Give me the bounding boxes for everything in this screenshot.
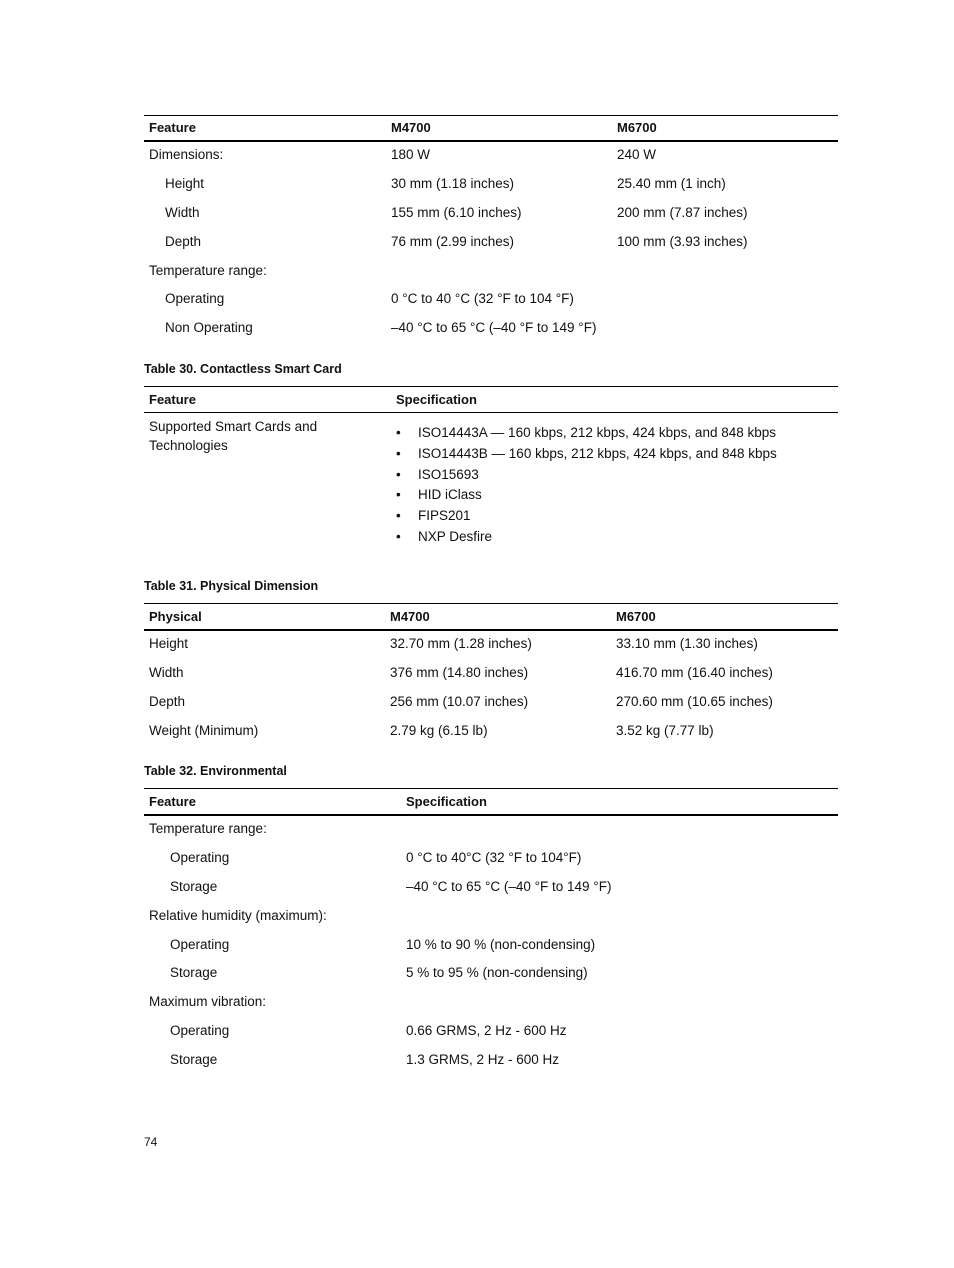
bullet-icon: •: [396, 528, 401, 544]
table-row: [144, 694, 838, 723]
row-m6700: 25.40 mm (1 inch): [617, 176, 726, 191]
table-row: [144, 723, 838, 752]
row-feature: Storage: [170, 879, 218, 894]
page-number: 74: [144, 1135, 158, 1149]
bullet-text: ISO14443A — 160 kbps, 212 kbps, 424 kbps, and 848 kbps: [418, 425, 777, 440]
header-physical: Physical: [149, 609, 202, 624]
row-m6700: 240 W: [617, 147, 657, 162]
row-m6700: 416.70 mm (16.40 inches): [616, 665, 773, 680]
row-m6700: 33.10 mm (1.30 inches): [616, 636, 758, 651]
row-feature: Dimensions:: [149, 147, 224, 162]
table-caption: Table 31. Physical Dimension: [144, 579, 319, 593]
bullet-text: ISO15693: [418, 466, 479, 482]
row-m4700: 30 mm (1.18 inches): [391, 176, 515, 191]
row-specification: 0.66 GRMS, 2 Hz - 600 Hz: [406, 1023, 567, 1038]
bullet-icon: •: [396, 425, 401, 440]
feature-label-line1: Supported Smart Cards and: [149, 419, 318, 434]
header-feature: Feature: [149, 794, 196, 809]
row-feature: Storage: [170, 965, 218, 980]
table-row: [144, 1052, 838, 1081]
table-caption: Table 32. Environmental: [144, 764, 287, 778]
row-feature: Storage: [170, 1052, 218, 1067]
table-header-rule: [144, 629, 838, 631]
table-row: [144, 937, 838, 966]
row-feature: Operating: [170, 937, 230, 952]
table-row: [144, 665, 838, 694]
row-physical: Height: [149, 636, 189, 651]
row-feature: Maximum vibration:: [149, 994, 267, 1009]
bullet-icon: •: [396, 466, 401, 482]
header-m4700: M4700: [391, 120, 431, 135]
row-physical: Weight (Minimum): [149, 723, 259, 738]
row-m4700: 0 °C to 40 °C (32 °F to 104 °F): [391, 291, 574, 306]
row-m4700: 76 mm (2.99 inches): [391, 234, 515, 249]
row-specification: –40 °C to 65 °C (–40 °F to 149 °F): [406, 879, 612, 894]
table-row: [144, 636, 838, 665]
bullet-icon: •: [396, 445, 401, 461]
row-m4700: 155 mm (6.10 inches): [391, 205, 522, 220]
header-specification: Specification: [396, 392, 477, 407]
table-row: [144, 291, 838, 320]
row-feature: Operating: [170, 850, 230, 865]
header-m4700: M4700: [390, 609, 430, 624]
row-feature: Temperature range:: [149, 821, 267, 836]
bullet-text: NXP Desfire: [418, 528, 493, 544]
table-row: [144, 821, 838, 850]
table-row: [144, 320, 838, 349]
table-row: [144, 147, 838, 176]
row-m4700: 2.79 kg (6.15 lb): [390, 723, 488, 738]
header-feature: Feature: [149, 392, 196, 407]
table-row: [144, 205, 838, 234]
row-m4700: 256 mm (10.07 inches): [390, 694, 529, 709]
bullet-icon: •: [396, 508, 401, 524]
row-feature: Non Operating: [165, 320, 253, 335]
bullet-text: HID iClass: [418, 487, 482, 503]
row-m4700: 180 W: [391, 147, 431, 162]
header-m6700: M6700: [616, 609, 656, 624]
header-m6700: M6700: [617, 120, 657, 135]
row-feature: Width: [165, 205, 200, 220]
table-row: [144, 234, 838, 263]
table-header-rule: [144, 814, 838, 816]
row-specification: 1.3 GRMS, 2 Hz - 600 Hz: [406, 1052, 560, 1067]
feature-label-line2: Technologies: [149, 438, 228, 453]
table-row: [144, 263, 838, 292]
table-header-rule: [144, 140, 838, 142]
row-m6700: 270.60 mm (10.65 inches): [616, 694, 773, 709]
row-specification: 5 % to 95 % (non-condensing): [406, 965, 588, 980]
table-caption: Table 30. Contactless Smart Card: [144, 362, 342, 376]
row-feature: Relative humidity (maximum):: [149, 908, 327, 923]
row-feature: Operating: [170, 1023, 230, 1038]
row-specification: 0 °C to 40°C (32 °F to 104°F): [406, 850, 582, 865]
table-row: [144, 850, 838, 879]
row-specification: 10 % to 90 % (non-condensing): [406, 937, 596, 952]
row-m6700: 100 mm (3.93 inches): [617, 234, 748, 249]
bullet-text: ISO14443B — 160 kbps, 212 kbps, 424 kbps, and 848 kbps: [418, 445, 777, 461]
table-row: [144, 965, 838, 994]
row-feature: Operating: [165, 291, 225, 306]
row-m6700: 3.52 kg (7.77 lb): [616, 723, 714, 738]
row-m4700: –40 °C to 65 °C (–40 °F to 149 °F): [391, 320, 597, 335]
bullet-text: FIPS201: [418, 508, 471, 524]
table-header-rule: [144, 412, 838, 413]
row-m4700: 32.70 mm (1.28 inches): [390, 636, 532, 651]
row-feature: Height: [165, 176, 205, 191]
row-physical: Depth: [149, 694, 186, 709]
row-m4700: 376 mm (14.80 inches): [390, 665, 529, 680]
header-feature: Feature: [149, 120, 196, 135]
row-physical: Width: [149, 665, 184, 680]
header-specification: Specification: [406, 794, 487, 809]
row-feature: Depth: [165, 234, 202, 249]
table-row: [144, 879, 838, 908]
table-row: [144, 1023, 838, 1052]
bullet-icon: •: [396, 487, 401, 503]
row-feature: Temperature range:: [149, 263, 267, 278]
row-m6700: 200 mm (7.87 inches): [617, 205, 748, 220]
table-row: [144, 176, 838, 205]
table-row: [144, 994, 838, 1023]
table-row: [144, 908, 838, 937]
